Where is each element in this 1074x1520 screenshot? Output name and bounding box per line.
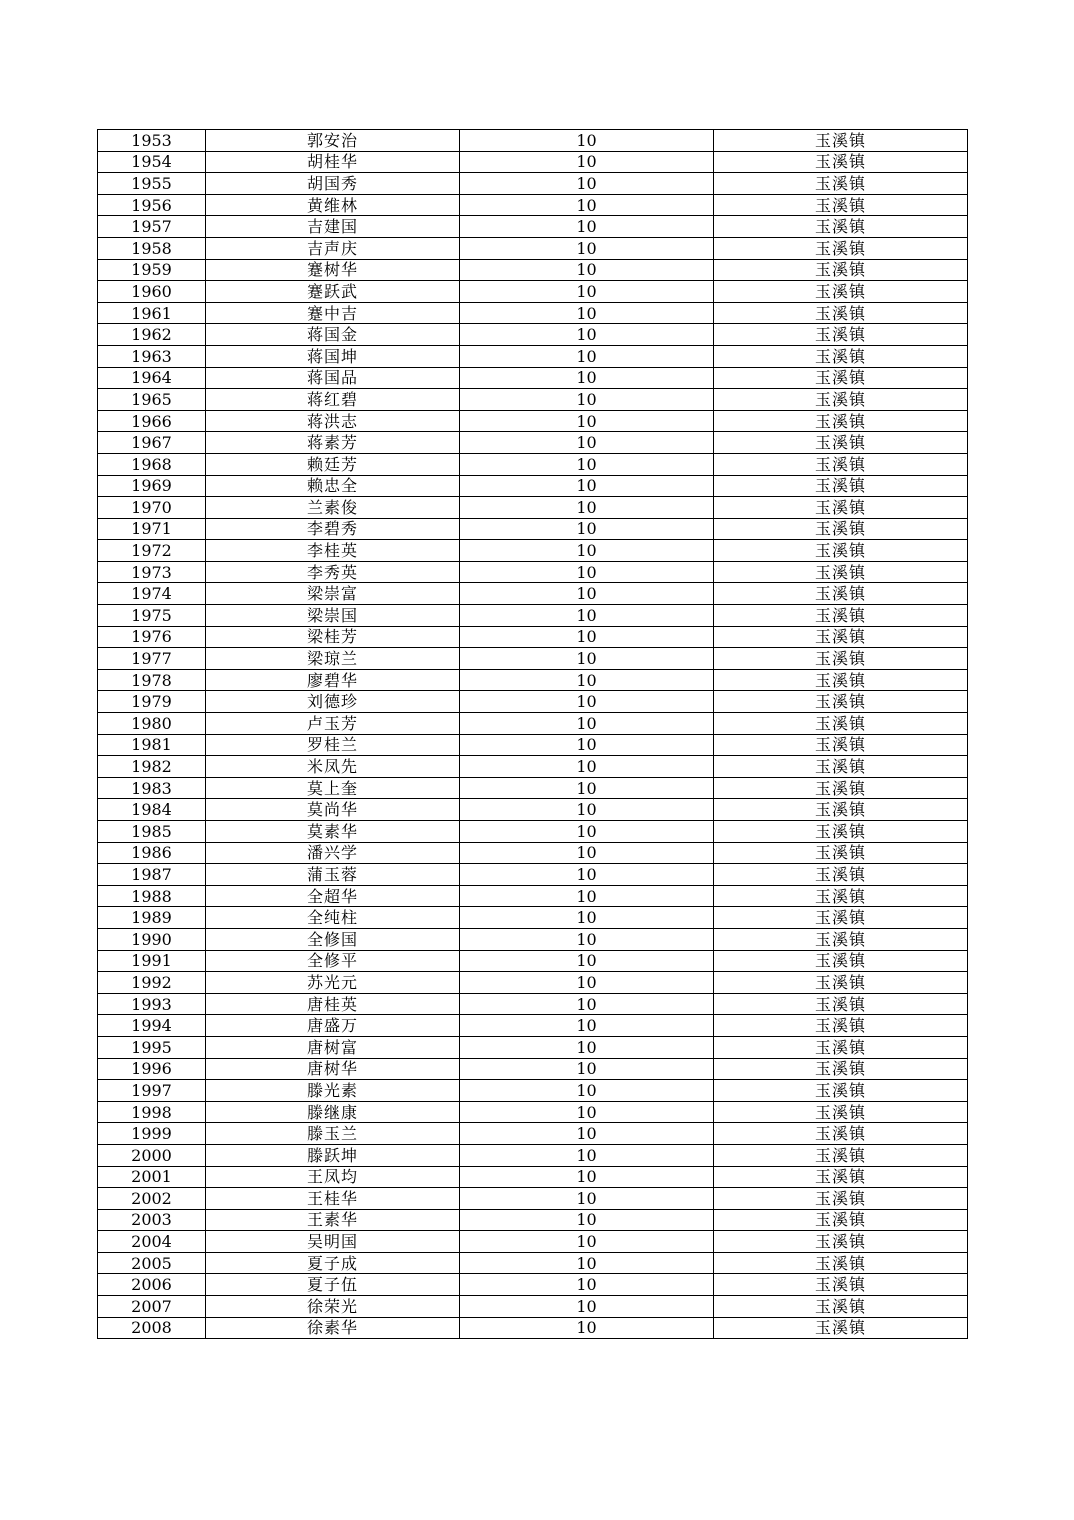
cell-id: 1972 bbox=[98, 540, 206, 562]
cell-id: 1973 bbox=[98, 561, 206, 583]
cell-id: 1992 bbox=[98, 972, 206, 994]
cell-amount: 10 bbox=[460, 1317, 714, 1339]
cell-amount: 10 bbox=[460, 1058, 714, 1080]
table-row bbox=[98, 605, 968, 627]
cell-amount: 10 bbox=[460, 216, 714, 238]
cell-amount: 10 bbox=[460, 885, 714, 907]
cell-amount: 10 bbox=[460, 561, 714, 583]
table-row bbox=[98, 1231, 968, 1253]
cell-town: 玉溪镇 bbox=[714, 432, 968, 454]
cell-name: 卢玉芳 bbox=[206, 713, 460, 735]
cell-amount: 10 bbox=[460, 410, 714, 432]
cell-amount: 10 bbox=[460, 1144, 714, 1166]
cell-town: 玉溪镇 bbox=[714, 799, 968, 821]
cell-name: 徐荣光 bbox=[206, 1296, 460, 1318]
cell-id: 2000 bbox=[98, 1144, 206, 1166]
cell-town: 玉溪镇 bbox=[714, 1101, 968, 1123]
cell-id: 1991 bbox=[98, 950, 206, 972]
cell-amount: 10 bbox=[460, 1015, 714, 1037]
cell-id: 1975 bbox=[98, 605, 206, 627]
cell-town: 玉溪镇 bbox=[714, 1058, 968, 1080]
cell-town: 玉溪镇 bbox=[714, 1015, 968, 1037]
cell-town: 玉溪镇 bbox=[714, 540, 968, 562]
cell-amount: 10 bbox=[460, 389, 714, 411]
cell-town: 玉溪镇 bbox=[714, 972, 968, 994]
table-row bbox=[98, 432, 968, 454]
cell-id: 1974 bbox=[98, 583, 206, 605]
cell-amount: 10 bbox=[460, 367, 714, 389]
cell-id: 1970 bbox=[98, 497, 206, 519]
cell-town: 玉溪镇 bbox=[714, 281, 968, 303]
table-row bbox=[98, 151, 968, 173]
cell-town: 玉溪镇 bbox=[714, 173, 968, 195]
cell-town: 玉溪镇 bbox=[714, 1080, 968, 1102]
cell-name: 莫素华 bbox=[206, 821, 460, 843]
cell-amount: 10 bbox=[460, 324, 714, 346]
cell-amount: 10 bbox=[460, 540, 714, 562]
table-row bbox=[98, 130, 968, 152]
cell-town: 玉溪镇 bbox=[714, 345, 968, 367]
cell-id: 1954 bbox=[98, 151, 206, 173]
cell-amount: 10 bbox=[460, 583, 714, 605]
cell-town: 玉溪镇 bbox=[714, 194, 968, 216]
cell-town: 玉溪镇 bbox=[714, 864, 968, 886]
cell-town: 玉溪镇 bbox=[714, 302, 968, 324]
table-row bbox=[98, 518, 968, 540]
cell-name: 梁琼兰 bbox=[206, 648, 460, 670]
cell-amount: 10 bbox=[460, 928, 714, 950]
table-row bbox=[98, 1317, 968, 1339]
cell-town: 玉溪镇 bbox=[714, 1036, 968, 1058]
cell-id: 1958 bbox=[98, 237, 206, 259]
cell-amount: 10 bbox=[460, 151, 714, 173]
cell-name: 蒋素芳 bbox=[206, 432, 460, 454]
cell-amount: 10 bbox=[460, 1296, 714, 1318]
cell-town: 玉溪镇 bbox=[714, 518, 968, 540]
cell-town: 玉溪镇 bbox=[714, 151, 968, 173]
cell-town: 玉溪镇 bbox=[714, 1274, 968, 1296]
cell-name: 赖廷芳 bbox=[206, 453, 460, 475]
cell-name: 蹇中吉 bbox=[206, 302, 460, 324]
cell-name: 唐树华 bbox=[206, 1058, 460, 1080]
cell-amount: 10 bbox=[460, 691, 714, 713]
cell-amount: 10 bbox=[460, 842, 714, 864]
cell-town: 玉溪镇 bbox=[714, 497, 968, 519]
cell-id: 1961 bbox=[98, 302, 206, 324]
table-row bbox=[98, 1166, 968, 1188]
table-row bbox=[98, 194, 968, 216]
cell-town: 玉溪镇 bbox=[714, 691, 968, 713]
cell-id: 1971 bbox=[98, 518, 206, 540]
table-row bbox=[98, 799, 968, 821]
cell-amount: 10 bbox=[460, 432, 714, 454]
cell-name: 滕玉兰 bbox=[206, 1123, 460, 1145]
cell-town: 玉溪镇 bbox=[714, 756, 968, 778]
cell-name: 郭安治 bbox=[206, 130, 460, 152]
cell-amount: 10 bbox=[460, 302, 714, 324]
cell-name: 王凤均 bbox=[206, 1166, 460, 1188]
cell-town: 玉溪镇 bbox=[714, 389, 968, 411]
cell-town: 玉溪镇 bbox=[714, 453, 968, 475]
cell-name: 吴明国 bbox=[206, 1231, 460, 1253]
table-row bbox=[98, 777, 968, 799]
cell-town: 玉溪镇 bbox=[714, 583, 968, 605]
table-row bbox=[98, 1123, 968, 1145]
cell-name: 黄维林 bbox=[206, 194, 460, 216]
cell-amount: 10 bbox=[460, 993, 714, 1015]
cell-amount: 10 bbox=[460, 281, 714, 303]
cell-amount: 10 bbox=[460, 345, 714, 367]
cell-id: 2001 bbox=[98, 1166, 206, 1188]
cell-amount: 10 bbox=[460, 734, 714, 756]
cell-amount: 10 bbox=[460, 864, 714, 886]
cell-id: 1963 bbox=[98, 345, 206, 367]
cell-id: 1953 bbox=[98, 130, 206, 152]
cell-town: 玉溪镇 bbox=[714, 367, 968, 389]
cell-name: 徐素华 bbox=[206, 1317, 460, 1339]
table-row bbox=[98, 626, 968, 648]
table-row bbox=[98, 907, 968, 929]
cell-id: 2004 bbox=[98, 1231, 206, 1253]
cell-id: 1979 bbox=[98, 691, 206, 713]
cell-id: 2007 bbox=[98, 1296, 206, 1318]
cell-name: 滕光素 bbox=[206, 1080, 460, 1102]
cell-id: 1969 bbox=[98, 475, 206, 497]
cell-id: 1999 bbox=[98, 1123, 206, 1145]
cell-amount: 10 bbox=[460, 1123, 714, 1145]
cell-id: 1996 bbox=[98, 1058, 206, 1080]
cell-id: 1959 bbox=[98, 259, 206, 281]
cell-name: 王素华 bbox=[206, 1209, 460, 1231]
table-row bbox=[98, 173, 968, 195]
cell-name: 潘兴学 bbox=[206, 842, 460, 864]
cell-name: 唐桂英 bbox=[206, 993, 460, 1015]
cell-id: 1995 bbox=[98, 1036, 206, 1058]
cell-town: 玉溪镇 bbox=[714, 605, 968, 627]
table-row bbox=[98, 540, 968, 562]
cell-id: 1998 bbox=[98, 1101, 206, 1123]
cell-name: 蹇跃武 bbox=[206, 281, 460, 303]
cell-name: 蒲玉蓉 bbox=[206, 864, 460, 886]
cell-name: 全超华 bbox=[206, 885, 460, 907]
table-row bbox=[98, 259, 968, 281]
cell-name: 蒋国坤 bbox=[206, 345, 460, 367]
cell-amount: 10 bbox=[460, 237, 714, 259]
cell-id: 1976 bbox=[98, 626, 206, 648]
table-row bbox=[98, 1080, 968, 1102]
cell-amount: 10 bbox=[460, 626, 714, 648]
cell-town: 玉溪镇 bbox=[714, 928, 968, 950]
table-row bbox=[98, 281, 968, 303]
cell-amount: 10 bbox=[460, 777, 714, 799]
cell-name: 全纯柱 bbox=[206, 907, 460, 929]
table-row bbox=[98, 367, 968, 389]
cell-amount: 10 bbox=[460, 1036, 714, 1058]
table-row bbox=[98, 756, 968, 778]
cell-name: 蒋红碧 bbox=[206, 389, 460, 411]
cell-id: 1966 bbox=[98, 410, 206, 432]
cell-amount: 10 bbox=[460, 518, 714, 540]
cell-id: 1964 bbox=[98, 367, 206, 389]
cell-amount: 10 bbox=[460, 756, 714, 778]
cell-id: 1990 bbox=[98, 928, 206, 950]
cell-town: 玉溪镇 bbox=[714, 777, 968, 799]
cell-id: 1983 bbox=[98, 777, 206, 799]
cell-id: 1980 bbox=[98, 713, 206, 735]
cell-amount: 10 bbox=[460, 1209, 714, 1231]
cell-town: 玉溪镇 bbox=[714, 237, 968, 259]
table-row bbox=[98, 237, 968, 259]
table-row bbox=[98, 1209, 968, 1231]
cell-amount: 10 bbox=[460, 497, 714, 519]
data-sheet bbox=[97, 129, 968, 1339]
cell-amount: 10 bbox=[460, 1080, 714, 1102]
cell-name: 莫上奎 bbox=[206, 777, 460, 799]
cell-name: 李秀英 bbox=[206, 561, 460, 583]
table-row bbox=[98, 842, 968, 864]
cell-id: 1985 bbox=[98, 821, 206, 843]
cell-amount: 10 bbox=[460, 907, 714, 929]
cell-amount: 10 bbox=[460, 475, 714, 497]
cell-id: 1989 bbox=[98, 907, 206, 929]
cell-name: 胡桂华 bbox=[206, 151, 460, 173]
cell-town: 玉溪镇 bbox=[714, 626, 968, 648]
table-row bbox=[98, 928, 968, 950]
cell-amount: 10 bbox=[460, 821, 714, 843]
cell-name: 廖碧华 bbox=[206, 669, 460, 691]
cell-town: 玉溪镇 bbox=[714, 950, 968, 972]
table-row bbox=[98, 1296, 968, 1318]
cell-id: 1988 bbox=[98, 885, 206, 907]
table-row bbox=[98, 885, 968, 907]
cell-name: 兰素俊 bbox=[206, 497, 460, 519]
table-row bbox=[98, 1252, 968, 1274]
cell-name: 唐盛万 bbox=[206, 1015, 460, 1037]
cell-id: 1987 bbox=[98, 864, 206, 886]
cell-id: 1955 bbox=[98, 173, 206, 195]
cell-name: 李桂英 bbox=[206, 540, 460, 562]
table-row bbox=[98, 993, 968, 1015]
cell-amount: 10 bbox=[460, 173, 714, 195]
cell-name: 米凤先 bbox=[206, 756, 460, 778]
table-row bbox=[98, 345, 968, 367]
cell-id: 1982 bbox=[98, 756, 206, 778]
cell-name: 蒋国金 bbox=[206, 324, 460, 346]
table-row bbox=[98, 691, 968, 713]
cell-name: 梁崇国 bbox=[206, 605, 460, 627]
records-table-body bbox=[98, 130, 968, 1339]
records-table bbox=[97, 129, 968, 1339]
cell-town: 玉溪镇 bbox=[714, 1296, 968, 1318]
cell-id: 2008 bbox=[98, 1317, 206, 1339]
cell-town: 玉溪镇 bbox=[714, 821, 968, 843]
cell-name: 吉建国 bbox=[206, 216, 460, 238]
cell-town: 玉溪镇 bbox=[714, 130, 968, 152]
cell-name: 赖忠全 bbox=[206, 475, 460, 497]
cell-name: 夏子成 bbox=[206, 1252, 460, 1274]
cell-name: 夏子伍 bbox=[206, 1274, 460, 1296]
cell-amount: 10 bbox=[460, 1166, 714, 1188]
cell-id: 1960 bbox=[98, 281, 206, 303]
cell-id: 1957 bbox=[98, 216, 206, 238]
cell-amount: 10 bbox=[460, 950, 714, 972]
table-row bbox=[98, 734, 968, 756]
cell-name: 刘德珍 bbox=[206, 691, 460, 713]
table-row bbox=[98, 475, 968, 497]
cell-amount: 10 bbox=[460, 130, 714, 152]
table-row bbox=[98, 302, 968, 324]
cell-name: 罗桂兰 bbox=[206, 734, 460, 756]
cell-name: 全修平 bbox=[206, 950, 460, 972]
cell-id: 1977 bbox=[98, 648, 206, 670]
cell-amount: 10 bbox=[460, 799, 714, 821]
cell-town: 玉溪镇 bbox=[714, 1188, 968, 1210]
cell-town: 玉溪镇 bbox=[714, 216, 968, 238]
cell-id: 1981 bbox=[98, 734, 206, 756]
cell-town: 玉溪镇 bbox=[714, 324, 968, 346]
cell-name: 胡国秀 bbox=[206, 173, 460, 195]
cell-name: 苏光元 bbox=[206, 972, 460, 994]
cell-name: 梁桂芳 bbox=[206, 626, 460, 648]
cell-id: 1978 bbox=[98, 669, 206, 691]
table-row bbox=[98, 972, 968, 994]
cell-amount: 10 bbox=[460, 972, 714, 994]
cell-id: 2006 bbox=[98, 1274, 206, 1296]
cell-town: 玉溪镇 bbox=[714, 713, 968, 735]
cell-id: 1984 bbox=[98, 799, 206, 821]
table-row bbox=[98, 1188, 968, 1210]
cell-name: 吉声庆 bbox=[206, 237, 460, 259]
table-row bbox=[98, 583, 968, 605]
cell-amount: 10 bbox=[460, 713, 714, 735]
cell-name: 全修国 bbox=[206, 928, 460, 950]
table-row bbox=[98, 1036, 968, 1058]
cell-town: 玉溪镇 bbox=[714, 1209, 968, 1231]
cell-amount: 10 bbox=[460, 648, 714, 670]
table-row bbox=[98, 324, 968, 346]
cell-town: 玉溪镇 bbox=[714, 885, 968, 907]
cell-id: 1986 bbox=[98, 842, 206, 864]
cell-town: 玉溪镇 bbox=[714, 842, 968, 864]
cell-name: 唐树富 bbox=[206, 1036, 460, 1058]
table-row bbox=[98, 713, 968, 735]
cell-town: 玉溪镇 bbox=[714, 259, 968, 281]
table-row bbox=[98, 216, 968, 238]
cell-id: 1962 bbox=[98, 324, 206, 346]
cell-name: 滕跃坤 bbox=[206, 1144, 460, 1166]
table-row bbox=[98, 389, 968, 411]
cell-name: 蒋洪志 bbox=[206, 410, 460, 432]
table-row bbox=[98, 1058, 968, 1080]
cell-id: 1956 bbox=[98, 194, 206, 216]
cell-amount: 10 bbox=[460, 605, 714, 627]
cell-amount: 10 bbox=[460, 259, 714, 281]
cell-town: 玉溪镇 bbox=[714, 475, 968, 497]
cell-name: 王桂华 bbox=[206, 1188, 460, 1210]
table-row bbox=[98, 1274, 968, 1296]
table-row bbox=[98, 561, 968, 583]
table-row bbox=[98, 821, 968, 843]
cell-id: 2003 bbox=[98, 1209, 206, 1231]
cell-amount: 10 bbox=[460, 453, 714, 475]
cell-town: 玉溪镇 bbox=[714, 669, 968, 691]
cell-amount: 10 bbox=[460, 194, 714, 216]
cell-name: 莫尚华 bbox=[206, 799, 460, 821]
cell-town: 玉溪镇 bbox=[714, 993, 968, 1015]
cell-amount: 10 bbox=[460, 1188, 714, 1210]
cell-town: 玉溪镇 bbox=[714, 1144, 968, 1166]
cell-id: 2005 bbox=[98, 1252, 206, 1274]
cell-amount: 10 bbox=[460, 1101, 714, 1123]
table-row bbox=[98, 1101, 968, 1123]
cell-id: 1965 bbox=[98, 389, 206, 411]
cell-name: 李碧秀 bbox=[206, 518, 460, 540]
cell-id: 1967 bbox=[98, 432, 206, 454]
cell-town: 玉溪镇 bbox=[714, 1123, 968, 1145]
cell-town: 玉溪镇 bbox=[714, 410, 968, 432]
cell-id: 1968 bbox=[98, 453, 206, 475]
cell-town: 玉溪镇 bbox=[714, 561, 968, 583]
cell-town: 玉溪镇 bbox=[714, 907, 968, 929]
cell-id: 1994 bbox=[98, 1015, 206, 1037]
table-row bbox=[98, 1015, 968, 1037]
table-row bbox=[98, 669, 968, 691]
table-row bbox=[98, 497, 968, 519]
cell-town: 玉溪镇 bbox=[714, 1166, 968, 1188]
table-row bbox=[98, 648, 968, 670]
cell-town: 玉溪镇 bbox=[714, 734, 968, 756]
cell-amount: 10 bbox=[460, 669, 714, 691]
cell-town: 玉溪镇 bbox=[714, 648, 968, 670]
cell-town: 玉溪镇 bbox=[714, 1317, 968, 1339]
cell-town: 玉溪镇 bbox=[714, 1231, 968, 1253]
cell-name: 蹇树华 bbox=[206, 259, 460, 281]
table-row bbox=[98, 950, 968, 972]
cell-id: 2002 bbox=[98, 1188, 206, 1210]
cell-amount: 10 bbox=[460, 1252, 714, 1274]
cell-id: 1997 bbox=[98, 1080, 206, 1102]
cell-name: 梁崇富 bbox=[206, 583, 460, 605]
cell-town: 玉溪镇 bbox=[714, 1252, 968, 1274]
cell-name: 蒋国品 bbox=[206, 367, 460, 389]
table-row bbox=[98, 453, 968, 475]
cell-id: 1993 bbox=[98, 993, 206, 1015]
cell-name: 滕继康 bbox=[206, 1101, 460, 1123]
table-row bbox=[98, 864, 968, 886]
cell-amount: 10 bbox=[460, 1274, 714, 1296]
table-row bbox=[98, 1144, 968, 1166]
cell-amount: 10 bbox=[460, 1231, 714, 1253]
table-row bbox=[98, 410, 968, 432]
